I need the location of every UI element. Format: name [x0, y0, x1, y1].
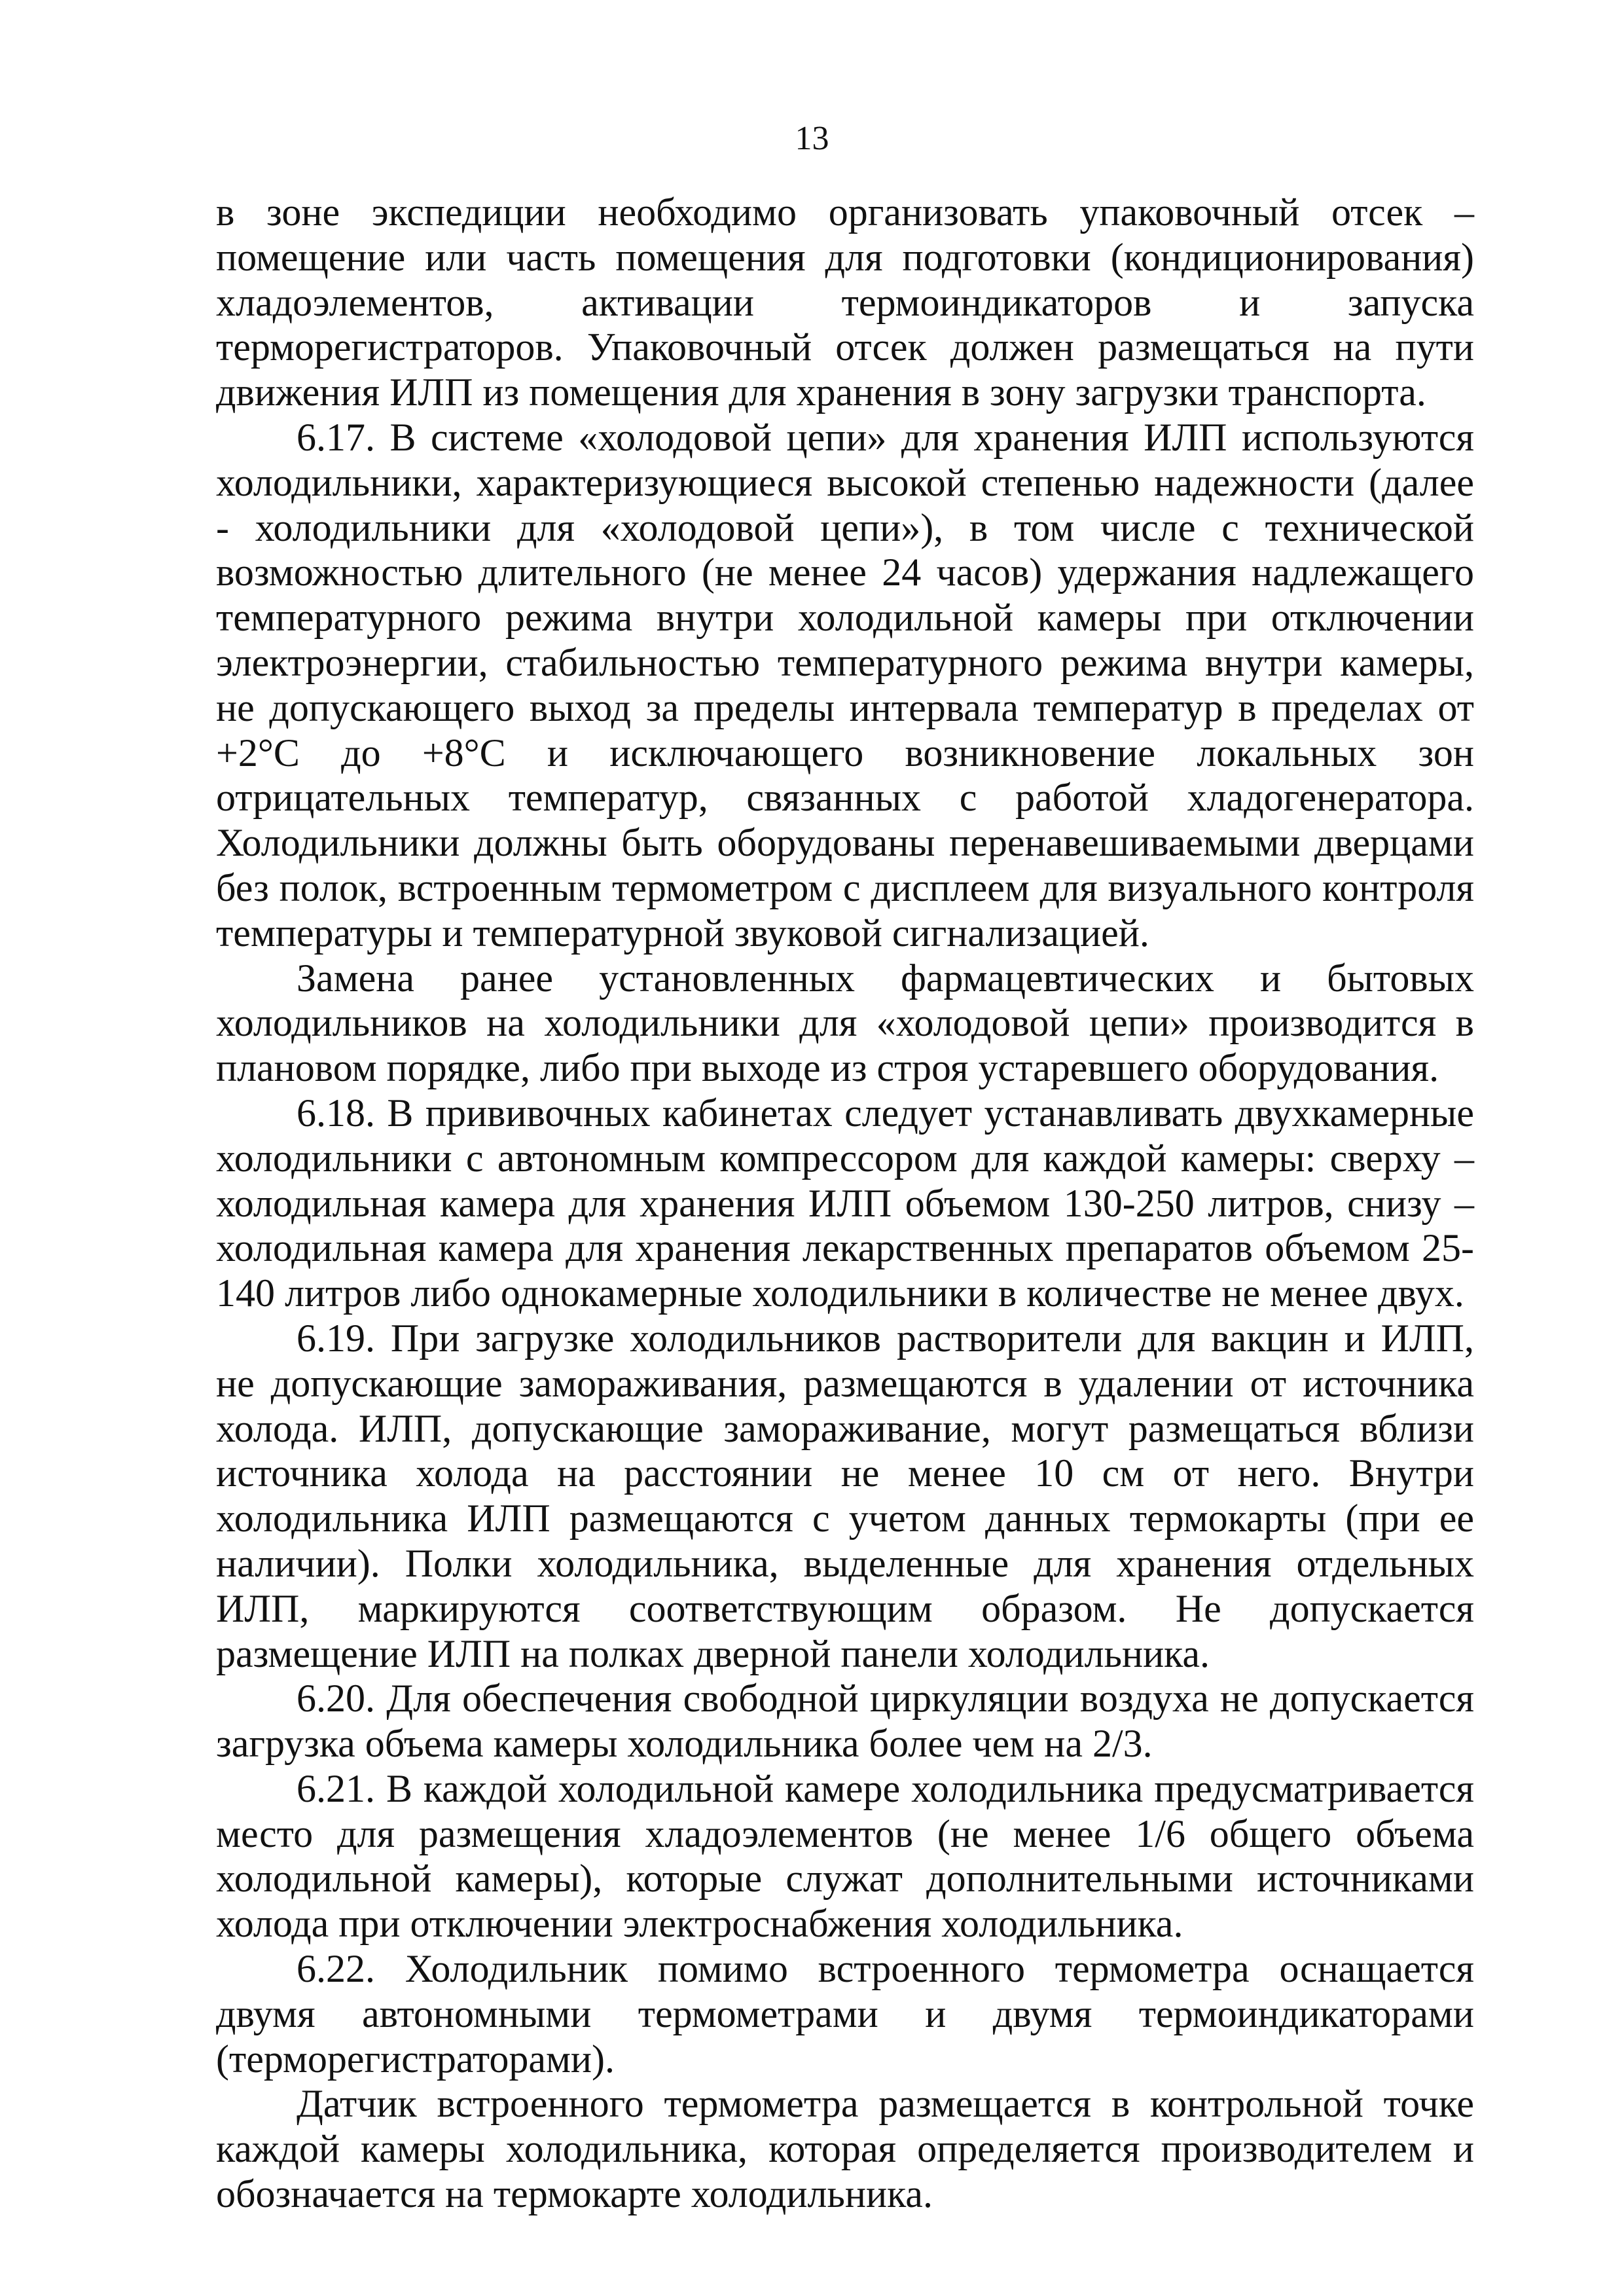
document-body — [216, 190, 1474, 2217]
paragraph-6-19: 6.19. При загрузке холодильников растворители для вакцин и ИЛП, не допускающие замораживания, размещаются в удалении от источника холода. ИЛП, допускающие замораживание, могут размещаться вблизи источника холода на расстоянии не менее 10 см от него. Внутри холодильника ИЛП размещаются с учетом данных термокарты (при ее наличии). Полки холодильника, выделенные для хранения отдельных ИЛП, маркируются соответствующим образом. Не допускается размещение ИЛП на полках дверной панели холодильника. — [216, 1316, 1474, 1675]
paragraph-6-22: 6.22. Холодильник помимо встроенного термометра оснащается двумя автономными термометрами и двумя термоиндикаторами (терморегистраторами). — [216, 1947, 1474, 2081]
paragraph-sensor: Датчик встроенного термометра размещается в контрольной точке каждой камеры холодильника, которая определяется производителем и обозначается на термокарте холодильника. — [216, 2082, 1474, 2216]
paragraph-continuation: в зоне экспедиции необходимо организовать упаковочный отсек – помещение или часть помещения для подготовки (кондиционирования) хладоэлементов, активации термоиндикаторов и запуска терморегистраторов. Упаковочный отсек должен размещаться на пути движения ИЛП из помещения для хранения в зону загрузки транспорта. — [216, 191, 1474, 414]
page-number: 13 — [795, 120, 829, 157]
paragraph-6-20: 6.20. Для обеспечения свободной циркуляции воздуха не допускается загрузка объема камеры холодильника более чем на 2/3. — [216, 1677, 1474, 1766]
paragraph-replacement: Замена ранее установленных фармацевтических и бытовых холодильников на холодильники для «холодовой цепи» производится в плановом порядке, либо при выходе из строя устаревшего оборудования. — [216, 956, 1474, 1090]
paragraph-6-21: 6.21. В каждой холодильной камере холодильника предусматривается место для размещения хладоэлементов (не менее 1/6 общего объема холодильной камеры), которые служат дополнительными источниками холода при отключении электроснабжения холодильника. — [216, 1766, 1474, 1946]
paragraph-6-18: 6.18. В прививочных кабинетах следует устанавливать двухкамерные холодильники с автономным компрессором для каждой камеры: сверху – холодильная камера для хранения ИЛП объемом 130-250 литров, снизу – холодильная камера для хранения лекарственных препаратов объемом 25-140 литров либо однокамерные холодильники в количестве не менее двух. — [216, 1091, 1474, 1315]
paragraph-6-17: 6.17. В системе «холодовой цепи» для хранения ИЛП используются холодильники, характеризующиеся высокой степенью надежности (далее - холодильники для «холодовой цепи»), в том числе с технической возможностью длительного (не менее 24 часов) удержания надлежащего температурного режима внутри холодильной камеры при отключении электроэнергии, стабильностью температурного режима внутри камеры, не допускающего выход за пределы интервала температур в пределах от +2°С до +8°С и исключающего возникновение локальных зон отрицательных температур, связанных с работой хладогенератора. Холодильники должны быть оборудованы перенавешиваемыми дверцами без полок, встроенным термометром с дисплеем для визуального контроля температуры и температурной звуковой сигнализацией. — [216, 415, 1474, 955]
